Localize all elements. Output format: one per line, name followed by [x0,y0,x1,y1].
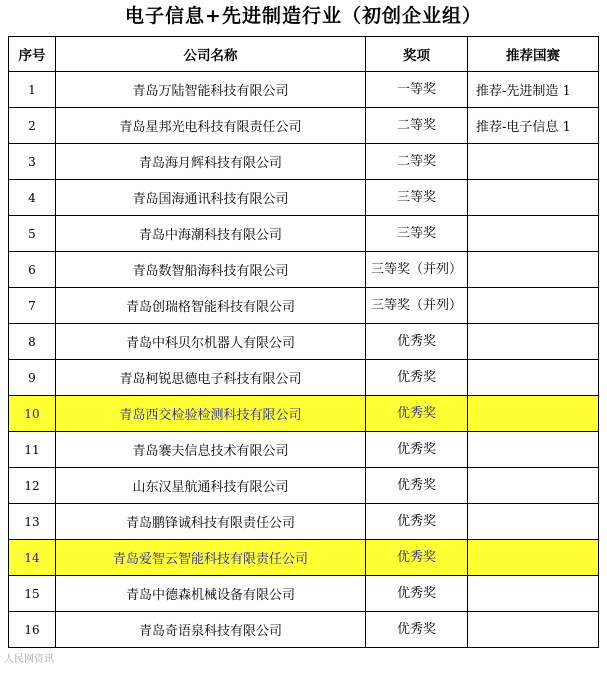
cell-recommend [468,252,599,288]
cell-award: 三等奖（并列） [366,288,468,324]
cell-company: 青岛中德森机械设备有限公司 [56,576,366,612]
cell-company: 青岛星邦光电科技有限责任公司 [56,108,366,144]
cell-award: 优秀奖 [366,468,468,504]
cell-number: 12 [9,468,56,504]
cell-recommend: 推荐-先进制造 1 [468,72,599,108]
cell-recommend [468,324,599,360]
table-row [9,108,599,144]
cell-recommend [468,216,599,252]
column-header-number: 序号 [9,37,56,72]
cell-number: 8 [9,324,56,360]
cell-award: 二等奖 [366,144,468,180]
table-row [9,540,599,576]
column-header-recommend: 推荐国赛 [468,37,599,72]
cell-company: 青岛西交检验检测科技有限公司 [56,396,366,432]
cell-number: 2 [9,108,56,144]
table-row [9,324,599,360]
cell-number: 14 [9,540,56,576]
cell-company: 青岛褰夫信息技术有限公司 [56,432,366,468]
cell-number: 6 [9,252,56,288]
cell-award: 三等奖（并列） [366,252,468,288]
table-row [9,216,599,252]
cell-award: 一等奖 [366,72,468,108]
cell-recommend [468,396,599,432]
table-row [9,72,599,108]
cell-number: 16 [9,612,56,648]
cell-company: 青岛鹏锋诚科技有限责任公司 [56,504,366,540]
cell-company: 青岛中海潮科技有限公司 [56,216,366,252]
watermark-logo: 人民网资讯 [4,654,54,665]
cell-award: 优秀奖 [366,540,468,576]
cell-award: 优秀奖 [366,396,468,432]
column-header-company: 公司名称 [56,37,366,72]
column-header-award: 奖项 [366,37,468,72]
cell-number: 3 [9,144,56,180]
cell-recommend [468,540,599,576]
cell-company: 青岛数智船海科技有限公司 [56,252,366,288]
cell-company: 山东汉星航通科技有限公司 [56,468,366,504]
cell-company: 青岛创瑞格智能科技有限公司 [56,288,366,324]
table-row [9,504,599,540]
cell-company: 青岛国海通讯科技有限公司 [56,180,366,216]
table-row [9,396,599,432]
cell-number: 9 [9,360,56,396]
cell-award: 优秀奖 [366,612,468,648]
table-header-row [9,37,599,72]
cell-award: 优秀奖 [366,360,468,396]
cell-recommend: 推荐-电子信息 1 [468,108,599,144]
table-row [9,252,599,288]
cell-number: 7 [9,288,56,324]
cell-award: 优秀奖 [366,432,468,468]
cell-recommend [468,288,599,324]
cell-recommend [468,180,599,216]
cell-number: 5 [9,216,56,252]
cell-number: 4 [9,180,56,216]
table-row [9,432,599,468]
cell-recommend [468,576,599,612]
cell-company: 青岛万陆智能科技有限公司 [56,72,366,108]
table-row [9,468,599,504]
cell-company: 青岛柯锐思德电子科技有限公司 [56,360,366,396]
table-row [9,288,599,324]
table-row [9,576,599,612]
cell-award: 优秀奖 [366,324,468,360]
cell-company: 青岛中科贝尔机器人有限公司 [56,324,366,360]
cell-award: 二等奖 [366,108,468,144]
cell-award: 三等奖 [366,216,468,252]
page-title: 电子信息+先进制造行业（初创企业组） [125,5,482,27]
cell-number: 15 [9,576,56,612]
cell-number: 11 [9,432,56,468]
cell-recommend [468,504,599,540]
cell-number: 1 [9,72,56,108]
table-row [9,180,599,216]
cell-award: 三等奖 [366,180,468,216]
cell-company: 青岛爱智云智能科技有限责任公司 [56,540,366,576]
cell-recommend [468,612,599,648]
cell-award: 优秀奖 [366,504,468,540]
cell-recommend [468,360,599,396]
cell-number: 10 [9,396,56,432]
table-row [9,612,599,648]
awards-table [8,36,599,648]
cell-company: 青岛奇语泉科技有限公司 [56,612,366,648]
cell-recommend [468,468,599,504]
cell-recommend [468,432,599,468]
cell-recommend [468,144,599,180]
cell-company: 青岛海月辉科技有限公司 [56,144,366,180]
cell-award: 优秀奖 [366,576,468,612]
table-row [9,144,599,180]
table-row [9,360,599,396]
cell-number: 13 [9,504,56,540]
